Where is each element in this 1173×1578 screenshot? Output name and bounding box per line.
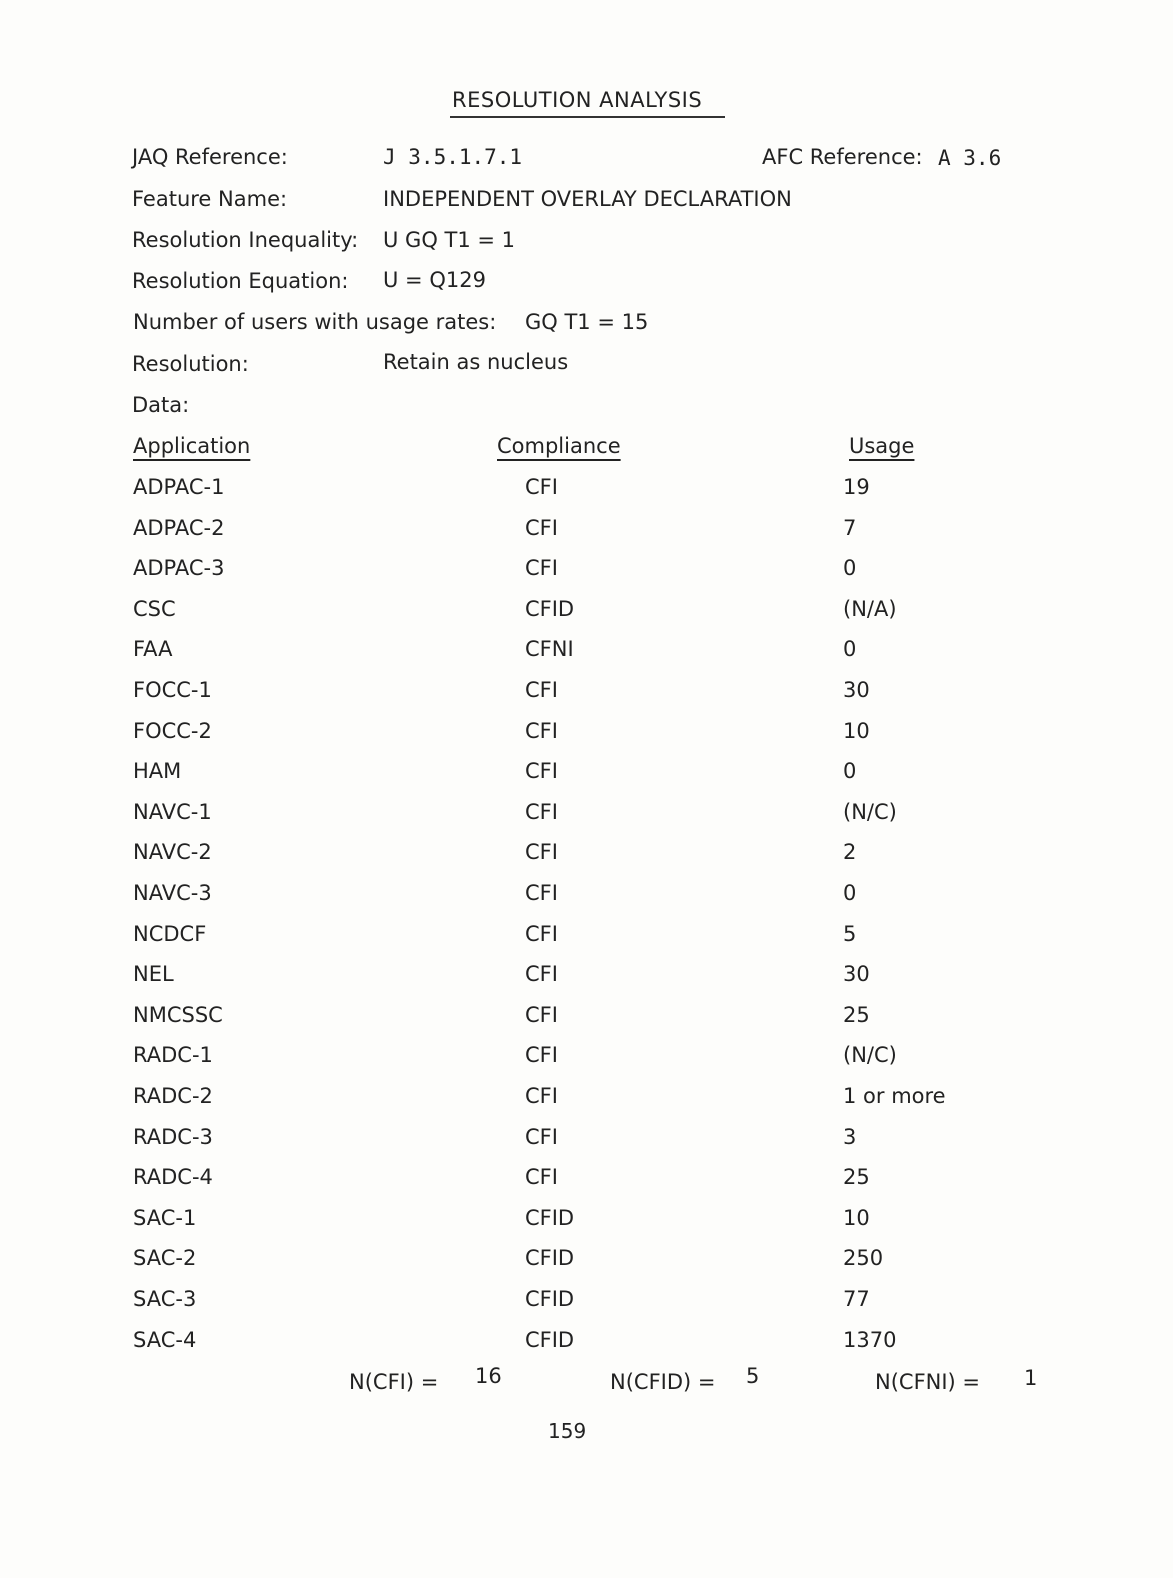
n-cfid-label: N(CFID) = bbox=[610, 1370, 716, 1394]
usage-cell: 30 bbox=[843, 962, 870, 986]
resolution-label: Resolution: bbox=[132, 352, 249, 376]
compliance-cell: CFI bbox=[525, 1084, 558, 1108]
application-cell: NAVC-2 bbox=[133, 840, 212, 864]
compliance-cell: CFI bbox=[525, 1125, 558, 1149]
compliance-cell: CFI bbox=[525, 1003, 558, 1027]
compliance-cell: CFID bbox=[525, 1246, 575, 1270]
column-header-application: Application bbox=[133, 434, 251, 458]
usage-cell: 25 bbox=[843, 1003, 870, 1027]
jaq-reference-value: J 3.5.1.7.1 bbox=[383, 145, 523, 169]
application-cell: FOCC-2 bbox=[133, 719, 212, 743]
application-cell: SAC-3 bbox=[133, 1287, 197, 1311]
number-of-users-value: GQ T1 = 15 bbox=[525, 310, 649, 334]
compliance-cell: CFID bbox=[525, 1287, 575, 1311]
feature-name-value: INDEPENDENT OVERLAY DECLARATION bbox=[383, 187, 792, 211]
application-cell: NMCSSC bbox=[133, 1003, 223, 1027]
usage-cell: 250 bbox=[843, 1246, 884, 1270]
n-cfi-label: N(CFI) = bbox=[349, 1370, 439, 1394]
compliance-cell: CFI bbox=[525, 840, 558, 864]
resolution-equation-label: Resolution Equation: bbox=[132, 269, 349, 293]
application-cell: HAM bbox=[133, 759, 182, 783]
usage-cell: 0 bbox=[843, 556, 857, 580]
number-of-users-label: Number of users with usage rates: bbox=[133, 310, 497, 334]
application-cell: SAC-4 bbox=[133, 1328, 197, 1352]
application-cell: FOCC-1 bbox=[133, 678, 212, 702]
application-cell: RADC-1 bbox=[133, 1043, 213, 1067]
n-cfi-value: 16 bbox=[475, 1364, 502, 1388]
application-cell: SAC-1 bbox=[133, 1206, 197, 1230]
compliance-cell: CFI bbox=[525, 1165, 558, 1189]
page-title: RESOLUTION ANALYSIS bbox=[452, 88, 703, 112]
application-cell: ADPAC-2 bbox=[133, 516, 225, 540]
usage-cell: 19 bbox=[843, 475, 870, 499]
application-cell: ADPAC-3 bbox=[133, 556, 225, 580]
feature-name-label: Feature Name: bbox=[132, 187, 288, 211]
usage-cell: 10 bbox=[843, 1206, 870, 1230]
data-label: Data: bbox=[132, 393, 190, 417]
application-cell: RADC-3 bbox=[133, 1125, 213, 1149]
usage-cell: 7 bbox=[843, 516, 857, 540]
page-number: 159 bbox=[548, 1419, 587, 1443]
usage-cell: 0 bbox=[843, 881, 857, 905]
application-cell: NAVC-1 bbox=[133, 800, 212, 824]
usage-cell: (N/C) bbox=[843, 1043, 897, 1067]
n-cfid-value: 5 bbox=[746, 1364, 760, 1388]
application-cell: RADC-4 bbox=[133, 1165, 213, 1189]
usage-cell: (N/C) bbox=[843, 800, 897, 824]
application-cell: CSC bbox=[133, 597, 176, 621]
compliance-cell: CFI bbox=[525, 962, 558, 986]
usage-cell: 3 bbox=[843, 1125, 857, 1149]
compliance-cell: CFI bbox=[525, 922, 558, 946]
compliance-cell: CFID bbox=[525, 597, 575, 621]
n-cfni-value: 1 bbox=[1024, 1366, 1038, 1390]
compliance-cell: CFI bbox=[525, 475, 558, 499]
application-cell: NAVC-3 bbox=[133, 881, 212, 905]
usage-cell: (N/A) bbox=[843, 597, 897, 621]
usage-cell: 1370 bbox=[843, 1328, 897, 1352]
usage-cell: 0 bbox=[843, 759, 857, 783]
compliance-cell: CFI bbox=[525, 1043, 558, 1067]
compliance-cell: CFI bbox=[525, 678, 558, 702]
usage-cell: 2 bbox=[843, 840, 857, 864]
resolution-inequality-label: Resolution Inequality: bbox=[132, 228, 359, 252]
application-cell: ADPAC-1 bbox=[133, 475, 225, 499]
column-header-usage: Usage bbox=[849, 434, 915, 458]
title-underline bbox=[450, 116, 725, 118]
usage-cell: 30 bbox=[843, 678, 870, 702]
compliance-cell: CFID bbox=[525, 1328, 575, 1352]
afc-reference-label: AFC Reference: bbox=[762, 145, 923, 169]
jaq-reference-label: JAQ Reference: bbox=[132, 145, 288, 169]
usage-cell: 25 bbox=[843, 1165, 870, 1189]
resolution-inequality-value: U GQ T1 = 1 bbox=[383, 228, 516, 252]
usage-cell: 77 bbox=[843, 1287, 870, 1311]
application-cell: NEL bbox=[133, 962, 174, 986]
compliance-cell: CFID bbox=[525, 1206, 575, 1230]
compliance-cell: CFI bbox=[525, 516, 558, 540]
application-cell: NCDCF bbox=[133, 922, 207, 946]
compliance-cell: CFI bbox=[525, 719, 558, 743]
n-cfni-label: N(CFNI) = bbox=[875, 1370, 981, 1394]
compliance-cell: CFI bbox=[525, 759, 558, 783]
afc-reference-value: A 3.6 bbox=[938, 146, 1002, 170]
usage-cell: 0 bbox=[843, 637, 857, 661]
compliance-cell: CFI bbox=[525, 881, 558, 905]
compliance-cell: CFI bbox=[525, 556, 558, 580]
application-cell: RADC-2 bbox=[133, 1084, 213, 1108]
compliance-cell: CFI bbox=[525, 800, 558, 824]
application-cell: SAC-2 bbox=[133, 1246, 197, 1270]
usage-cell: 5 bbox=[843, 922, 857, 946]
usage-cell: 10 bbox=[843, 719, 870, 743]
compliance-cell: CFNI bbox=[525, 637, 574, 661]
application-cell: FAA bbox=[133, 637, 173, 661]
resolution-value: Retain as nucleus bbox=[383, 350, 569, 374]
usage-cell: 1 or more bbox=[843, 1084, 946, 1108]
column-header-compliance: Compliance bbox=[497, 434, 621, 458]
resolution-equation-value: U = Q129 bbox=[383, 268, 486, 292]
